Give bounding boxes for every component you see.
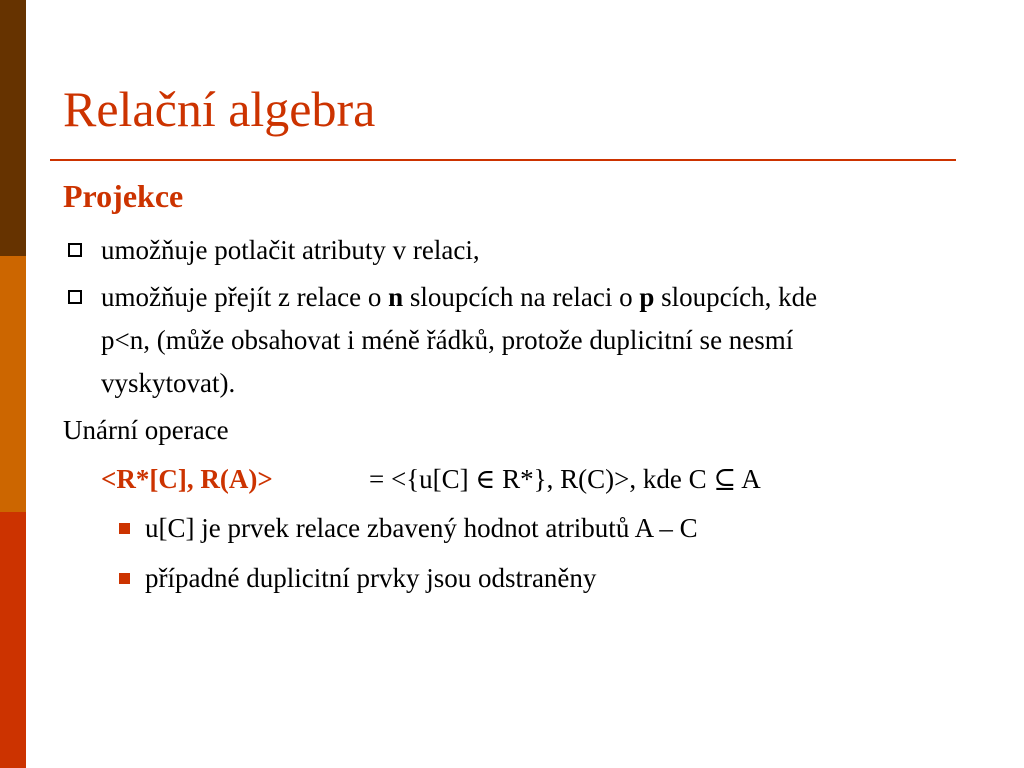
sub-bullet-text: případné duplicitní prvky jsou odstraněny: [145, 563, 597, 593]
section-heading: Projekce: [63, 178, 184, 214]
sub-bullet-text: u[C] je prvek relace zbavený hodnot atributů A – C: [145, 513, 698, 543]
filled-square-bullet-icon: [119, 573, 130, 584]
decorative-bar-top: [0, 0, 26, 256]
unary-operation-label: Unární operace: [63, 415, 229, 445]
bullet-text-part: umožňuje přejít z relace o: [101, 282, 389, 312]
bullet-text-part: sloupcích na relaci o: [403, 282, 640, 312]
bullet-bold-p: p: [639, 282, 655, 312]
bullet-text-line-1: [101, 279, 817, 315]
bullet-text-part: sloupcích, kde: [654, 282, 818, 312]
decorative-bar-bottom: [0, 512, 26, 768]
formula-rhs: = <{u[C] ∈ R*}, R(C)>, kde C ⊆ A: [369, 464, 761, 494]
title-underline: [50, 159, 956, 161]
hollow-square-bullet-icon: [68, 243, 82, 257]
slide-title: Relační algebra: [63, 81, 376, 137]
bullet-text: umožňuje potlačit atributy v relaci,: [101, 235, 480, 265]
bullet-text-line-3: vyskytovat).: [101, 368, 236, 398]
filled-square-bullet-icon: [119, 523, 130, 534]
decorative-bar-middle: [0, 256, 26, 512]
hollow-square-bullet-icon: [68, 290, 82, 304]
bullet-bold-n: n: [388, 282, 404, 312]
bullet-text-line-2: p<n, (může obsahovat i méně řádků, protože duplicitní se nesmí: [101, 325, 794, 355]
formula-lhs: <R*[C], R(A)>: [101, 464, 273, 494]
